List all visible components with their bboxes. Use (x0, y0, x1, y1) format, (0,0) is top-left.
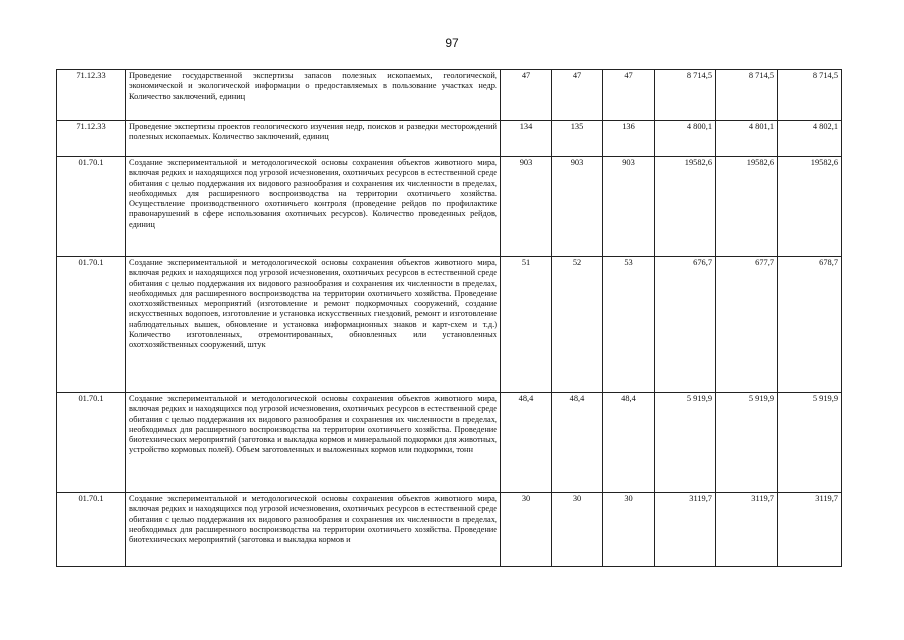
cost-year-3: 5 919,9 (778, 393, 842, 493)
cost-year-3: 678,7 (778, 257, 842, 393)
service-description: Проведение экспертизы проектов геологического изучения недр, поисков и разведки месторождений полезных ископаемых. Количество заключений, единиц (126, 121, 501, 157)
cost-year-3: 3119,7 (778, 493, 842, 567)
okved-code: 01.70.1 (57, 157, 126, 257)
table-row (57, 157, 842, 257)
okved-code: 71.12.33 (57, 121, 126, 157)
volume-year-1: 47 (501, 70, 552, 121)
service-description-text: Создание экспериментальной и методологической основы сохранения объектов животного мира, включая редких и находящихся под угрозой исчезновения, охотничьих ресурсов в естественной среде обитания с целью поддержания их видового разнообразия и сохранения их численности в пределах, необходимых для расширенного воспроизводства на территории охотничьего хозяйства. Проведение биотехнических мероприятий (заготовка и выкладка кормов и (129, 494, 497, 544)
volume-year-3: 53 (603, 257, 655, 393)
volume-year-3: 136 (603, 121, 655, 157)
volume-year-2: 52 (552, 257, 603, 393)
cost-year-2: 19582,6 (716, 157, 778, 257)
cost-year-2: 3119,7 (716, 493, 778, 567)
cost-year-2: 4 801,1 (716, 121, 778, 157)
volume-year-1: 48,4 (501, 393, 552, 493)
table-row (57, 393, 842, 493)
service-description: Создание экспериментальной и методологической основы сохранения объектов животного мира, включая редких и находящихся под угрозой исчезновения, охотничьих ресурсов в естественной среде обитания с целью поддержания их видового разнообразия и сохранения их численности в пределах, необходимых для расширенного воспроизводства на территории охотничьего хозяйства. Проведение охотхозяйственных мероприятий (изготовление и ремонт подкормочных сооружений, создание искусственных водопоев, изготовление и установка искусственных гнездовий, ремонт и изготовление наблюдательных вышек, обновление и установка информационных знаков и карт-схем и т.д.) Количество изготовленных, отремонтированных, обновленных или установленных охотхозяйственных сооружений, штук (126, 257, 501, 393)
volume-year-3: 47 (603, 70, 655, 121)
volume-year-1: 134 (501, 121, 552, 157)
cost-year-2: 8 714,5 (716, 70, 778, 121)
table-row (57, 121, 842, 157)
table-row (57, 493, 842, 567)
volume-year-2: 47 (552, 70, 603, 121)
service-description: Создание экспериментальной и методологической основы сохранения объектов животного мира, включая редких и находящихся под угрозой исчезновения, охотничьих ресурсов в естественной среде обитания с целью поддержания их видового разнообразия и сохранения их численности в пределах, необходимых для расширенного воспроизводства на территории охотничьего хозяйства. Проведение биотехнических мероприятий (заготовка и выкладка кормов и минеральной подкормки для животных, устройство кормовых полей). Объем заготовленных и выложенных кормов или подкормки, тонн (126, 393, 501, 493)
volume-year-3: 48,4 (603, 393, 655, 493)
cost-year-1: 8 714,5 (655, 70, 716, 121)
service-description: Создание экспериментальной и методологической основы сохранения объектов животного мира, включая редких и находящихся под угрозой исчезновения, охотничьих ресурсов в естественной среде обитания с целью поддержания их видового разнообразия и сохранения их численности в пределах, необходимых для расширенного воспроизводства на территории охотничьего хозяйства. Осуществление производственного охотничьего контроля (проведение рейдов по профилактике правонарушений в сфере использования охотничьих ресурсов). Количество проведенных рейдов, единиц (126, 157, 501, 257)
table-row (57, 70, 842, 121)
okved-code: 01.70.1 (57, 393, 126, 493)
services-table (56, 69, 842, 567)
volume-year-1: 30 (501, 493, 552, 567)
volume-year-2: 135 (552, 121, 603, 157)
volume-year-2: 48,4 (552, 393, 603, 493)
cost-year-1: 19582,6 (655, 157, 716, 257)
cost-year-3: 8 714,5 (778, 70, 842, 121)
cost-year-3: 19582,6 (778, 157, 842, 257)
volume-year-1: 903 (501, 157, 552, 257)
volume-year-3: 30 (603, 493, 655, 567)
volume-year-2: 30 (552, 493, 603, 567)
cost-year-1: 676,7 (655, 257, 716, 393)
volume-year-3: 903 (603, 157, 655, 257)
okved-code: 01.70.1 (57, 257, 126, 393)
volume-year-1: 51 (501, 257, 552, 393)
page-number: 97 (445, 36, 459, 50)
cost-year-1: 5 919,9 (655, 393, 716, 493)
table-row (57, 257, 842, 393)
cost-year-2: 677,7 (716, 257, 778, 393)
service-description (126, 493, 501, 567)
volume-year-2: 903 (552, 157, 603, 257)
okved-code: 71.12.33 (57, 70, 126, 121)
cost-year-2: 5 919,9 (716, 393, 778, 493)
cost-year-3: 4 802,1 (778, 121, 842, 157)
cost-year-1: 4 800,1 (655, 121, 716, 157)
okved-code: 01.70.1 (57, 493, 126, 567)
cost-year-1: 3119,7 (655, 493, 716, 567)
service-description: Проведение государственной экспертизы запасов полезных ископаемых, геологической, экономической и экологической информации о предоставляемых в пользование участках недр. Количество заключений, единиц (126, 70, 501, 121)
